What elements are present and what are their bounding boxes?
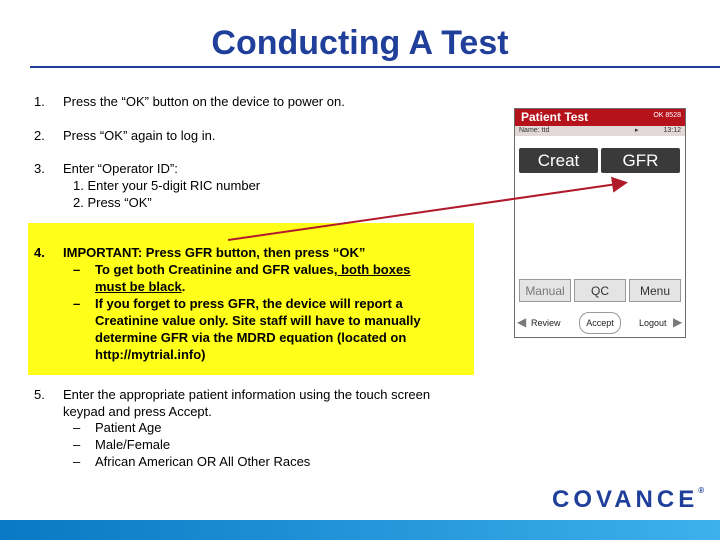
device-title: Patient Test <box>521 110 589 124</box>
step-5-sub-1: Patient Age <box>95 420 162 435</box>
registered-icon: ® <box>698 486 705 495</box>
qc-button[interactable]: QC <box>574 279 626 302</box>
step-text: IMPORTANT: Press GFR button, then press “OK” <box>63 245 366 260</box>
logout-button[interactable]: Logout <box>639 318 667 328</box>
review-button[interactable]: Review <box>531 318 561 328</box>
speaker-icon: ▸ <box>635 127 639 134</box>
footer-bar <box>0 520 720 540</box>
step-text: Press “OK” again to log in. <box>63 128 216 143</box>
dash-icon: – <box>73 454 81 469</box>
step-text: Enter the appropriate patient information using the touch screen keypad and press Accept. <box>63 387 431 419</box>
dash-icon: – <box>73 296 81 311</box>
logo-text: COVANCE <box>552 486 699 513</box>
device-time: 13:12 <box>663 127 681 134</box>
step-text: Press the “OK” button on the device to power on. <box>63 94 345 109</box>
step-5-sub-3: African American OR All Other Races <box>95 454 311 469</box>
step-number: 2. <box>34 128 45 143</box>
step-5-sub-2: Male/Female <box>95 437 171 452</box>
device-name-label: Name: ttd <box>519 127 550 134</box>
step-4-sub-2: If you forget to press GFR, the device will report a Creatinine value only. Site staff will have to manually determine GFR via the MDRD equation (located on http://mytrial.info) <box>95 296 421 362</box>
step-number: 4. <box>34 245 45 260</box>
step-number: 3. <box>34 161 45 176</box>
gfr-button[interactable]: GFR <box>601 148 680 173</box>
device-status: OK 8528 <box>653 112 681 119</box>
manual-button[interactable]: Manual <box>519 279 571 302</box>
covance-logo <box>552 486 704 514</box>
step-3-sub-2: 2. Press “OK” <box>73 195 152 210</box>
right-arrow-icon[interactable]: ▶ <box>673 315 683 329</box>
step-4-sub-1: To get both Creatinine and GFR values, both boxes must be black. <box>95 262 411 294</box>
step-4-sub-1-underlined: both boxes must be black <box>95 262 411 294</box>
dash-icon: – <box>73 262 81 277</box>
step-text: Enter “Operator ID”: <box>63 161 178 176</box>
left-arrow-icon[interactable]: ◀ <box>517 315 527 329</box>
step-number: 5. <box>34 387 45 402</box>
menu-button[interactable]: Menu <box>629 279 681 302</box>
dash-icon: – <box>73 420 81 435</box>
accept-button[interactable]: Accept <box>579 312 621 334</box>
page-title: Conducting A Test <box>211 24 509 62</box>
step-number: 1. <box>34 94 45 109</box>
creat-button[interactable]: Creat <box>519 148 598 173</box>
step-4-sub-1-text: To get both Creatinine and GFR values, <box>95 262 338 277</box>
arrow-line <box>228 183 624 240</box>
step-3-sub-1: 1. Enter your 5-digit RIC number <box>73 178 261 193</box>
dash-icon: – <box>73 437 81 452</box>
